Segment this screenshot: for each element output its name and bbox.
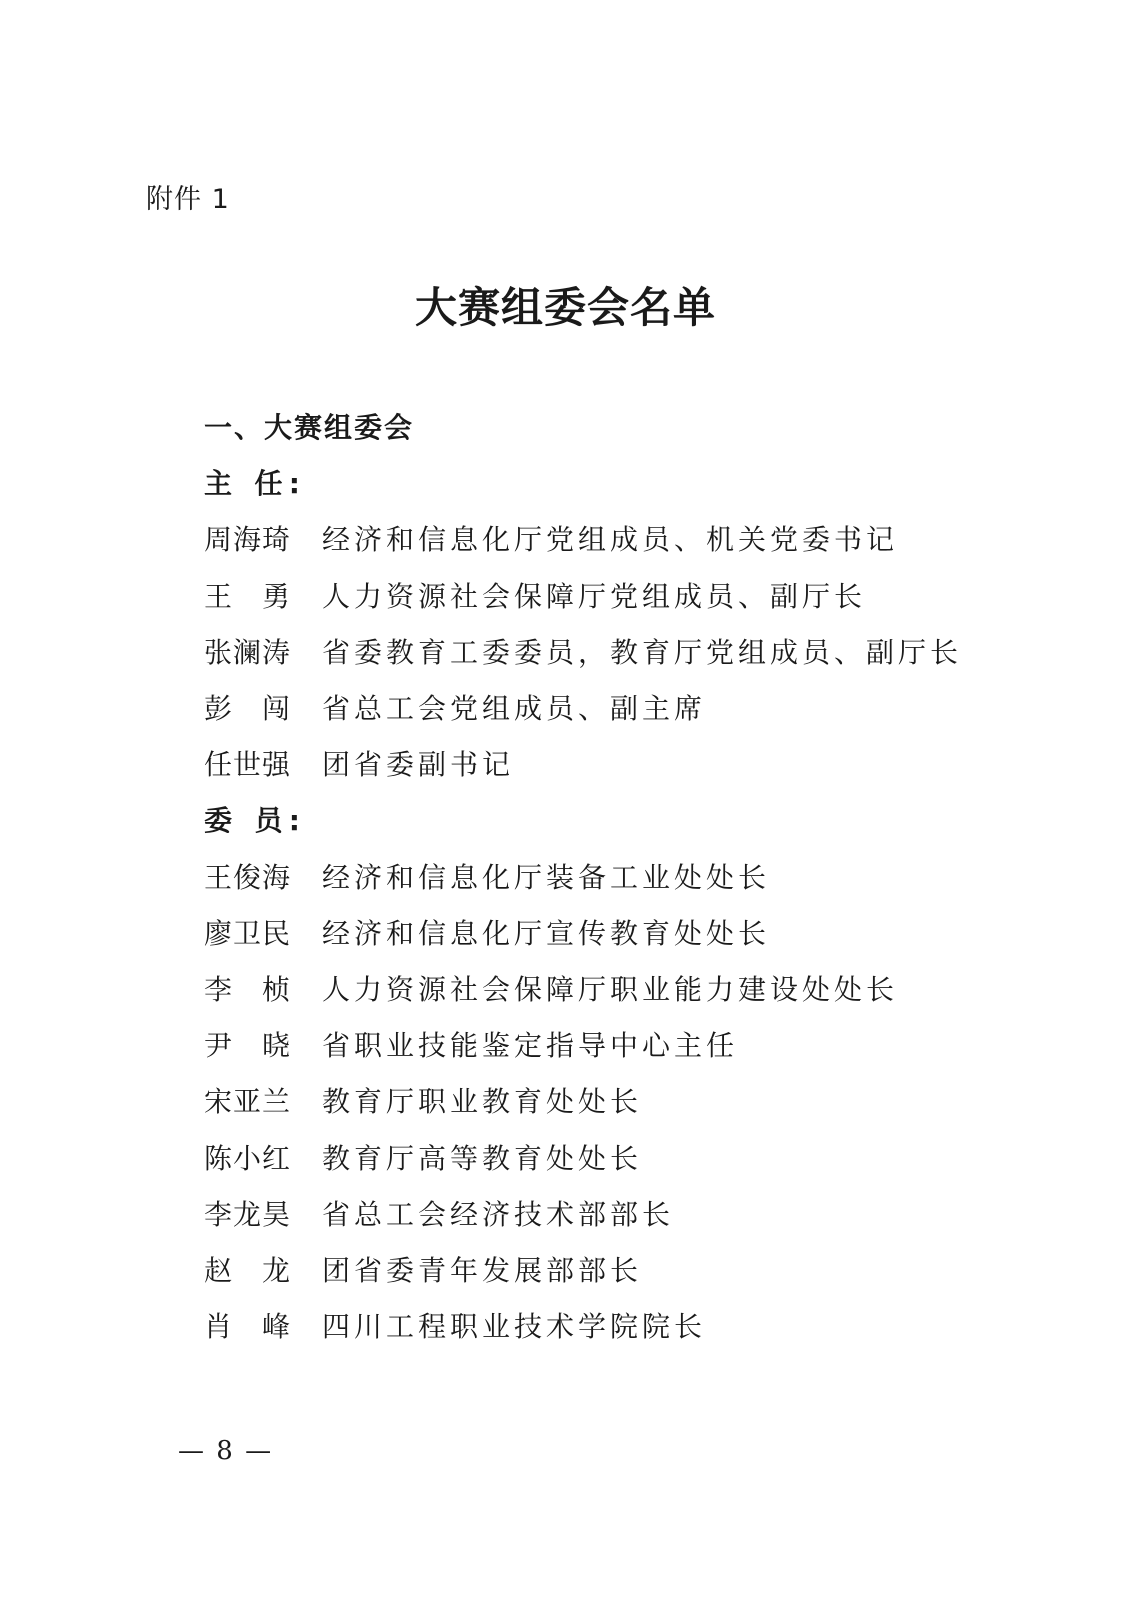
page-number: — 8 — [178,1436,274,1466]
role-heading-members [204,791,964,847]
member-name: 张澜涛 [204,635,290,669]
member-name: 宋亚兰 [204,1085,290,1119]
committee-list [204,398,964,1353]
member-name: 尹 晓 [204,1029,290,1063]
member-title: 教育厅职业教育处处长 [322,1085,643,1119]
member-row [204,679,964,735]
member-row [204,1072,964,1128]
member-title: 人力资源社会保障厅职业能力建设处处长 [322,972,899,1006]
member-name: 肖 峰 [204,1310,290,1344]
member-row [204,1297,964,1353]
member-name: 彭 闯 [204,692,290,726]
attachment-label: 附件 1 [146,184,230,215]
member-name: 陈小红 [204,1141,290,1175]
member-title: 省总工会经济技术部部长 [322,1197,675,1231]
member-name: 李龙昊 [204,1197,290,1231]
member-name: 王俊海 [204,860,290,894]
member-title: 教育厅高等教育处处长 [322,1141,643,1175]
member-name: 赵 龙 [204,1253,290,1287]
member-row [204,848,964,904]
member-row [204,1128,964,1184]
member-row [204,1016,964,1072]
member-row [204,904,964,960]
member-row [204,735,964,791]
member-name: 李 桢 [204,972,290,1006]
member-title: 经济和信息化厅装备工业处处长 [322,860,771,894]
member-name: 周海琦 [204,523,290,557]
member-name: 廖卫民 [204,916,290,950]
member-row [204,623,964,679]
document-title: 大赛组委会名单 [414,283,716,332]
member-row [204,567,964,623]
member-row [204,1185,964,1241]
role-label: 主 任: [204,467,300,501]
member-row [204,510,964,566]
member-name: 任世强 [204,748,290,782]
member-row [204,960,964,1016]
member-title: 四川工程职业技术学院院长 [322,1310,707,1344]
member-row [204,1241,964,1297]
role-heading-director [204,454,964,510]
member-title: 团省委青年发展部部长 [322,1253,643,1287]
member-title: 省总工会党组成员、副主席 [322,692,707,726]
member-title: 经济和信息化厅宣传教育处处长 [322,916,771,950]
member-title: 人力资源社会保障厅党组成员、副厅长 [322,579,867,613]
member-title: 省职业技能鉴定指导中心主任 [322,1029,739,1063]
member-title: 团省委副书记 [322,748,515,782]
member-title: 经济和信息化厅党组成员、机关党委书记 [322,523,899,557]
member-name: 王 勇 [204,579,290,613]
section-heading: 一、大赛组委会 [204,411,415,445]
member-title: 省委教育工委委员，教育厅党组成员、副厅长 [322,635,963,669]
role-label: 委 员: [204,804,300,838]
